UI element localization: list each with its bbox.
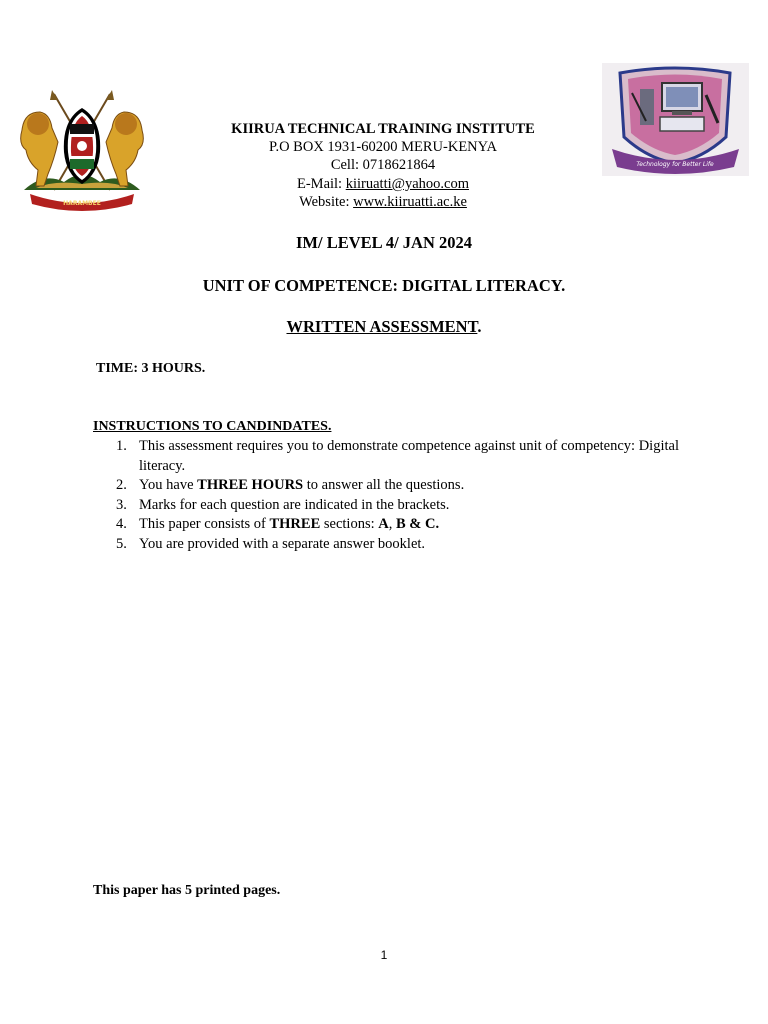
instruction-text: Marks for each question are indicated in the brackets.	[139, 496, 450, 513]
institute-name: KIIRUA TECHNICAL TRAINING INSTITUTE	[231, 121, 535, 137]
svg-text:HARAMBEE: HARAMBEE	[63, 200, 101, 207]
instruction-text-mid: sections:	[320, 516, 379, 532]
assessment-title: WRITTEN ASSESSMENT	[286, 317, 478, 336]
instruction-separator: ,	[388, 516, 396, 532]
instruction-bold-section-a: A	[378, 516, 389, 532]
instruction-item	[93, 515, 693, 535]
instruction-text-post: to answer all the questions.	[303, 477, 465, 493]
instruction-item	[93, 496, 693, 516]
svg-text:Technology for Better Life: Technology for Better Life	[636, 161, 714, 168]
instruction-text-pre: You have	[139, 477, 198, 493]
website-link[interactable]: www.kiiruatti.ac.ke	[353, 194, 467, 210]
instruction-item	[93, 437, 693, 476]
instruction-text-pre: This paper consists of	[139, 516, 270, 532]
written-assessment-heading	[0, 317, 768, 337]
instruction-bold-sections-bc: B & C.	[395, 516, 440, 532]
email-link[interactable]: kiiruatti@yahoo.com	[345, 176, 470, 192]
instruction-text: You are provided with a separate answer booklet.	[139, 535, 426, 552]
page-number: 1	[380, 948, 388, 962]
computer-emblem-icon	[602, 63, 749, 176]
instruction-number: 3.	[116, 496, 127, 513]
instruction-bold: THREE	[269, 516, 321, 532]
instruction-bold: THREE HOURS	[197, 477, 304, 493]
instruction-number: 1.	[116, 438, 127, 454]
institute-logo	[602, 63, 749, 176]
instruction-item	[93, 476, 693, 496]
instruction-number: 4.	[116, 516, 127, 532]
instructions-heading: INSTRUCTIONS TO CANDINDATES.	[93, 419, 332, 434]
instruction-number: 5.	[116, 535, 127, 552]
exam-level: IM/ LEVEL 4/ JAN 2024	[295, 233, 473, 252]
kenya-coat-of-arms-logo	[14, 90, 150, 212]
time-allowed: TIME: 3 HOURS.	[96, 361, 206, 376]
assessment-period: .	[477, 317, 482, 336]
instructions-list	[93, 437, 693, 554]
website-line	[180, 193, 586, 212]
printed-pages-note: This paper has 5 printed pages.	[93, 883, 281, 898]
cell-number: Cell: 0718621864	[330, 157, 436, 173]
coat-of-arms-icon	[14, 90, 150, 212]
website-label: Website:	[299, 194, 354, 210]
email-line	[180, 175, 586, 194]
email-label: E-Mail:	[296, 176, 346, 192]
instruction-item	[93, 535, 693, 555]
instruction-text: This assessment requires you to demonstrate competence against unit of competency: Digital literacy.	[139, 438, 679, 474]
unit-of-competence: UNIT OF COMPETENCE: DIGITAL LITERACY.	[202, 276, 566, 295]
instruction-number: 2.	[116, 477, 127, 493]
po-box: P.O BOX 1931-60200 MERU-KENYA	[269, 139, 497, 155]
